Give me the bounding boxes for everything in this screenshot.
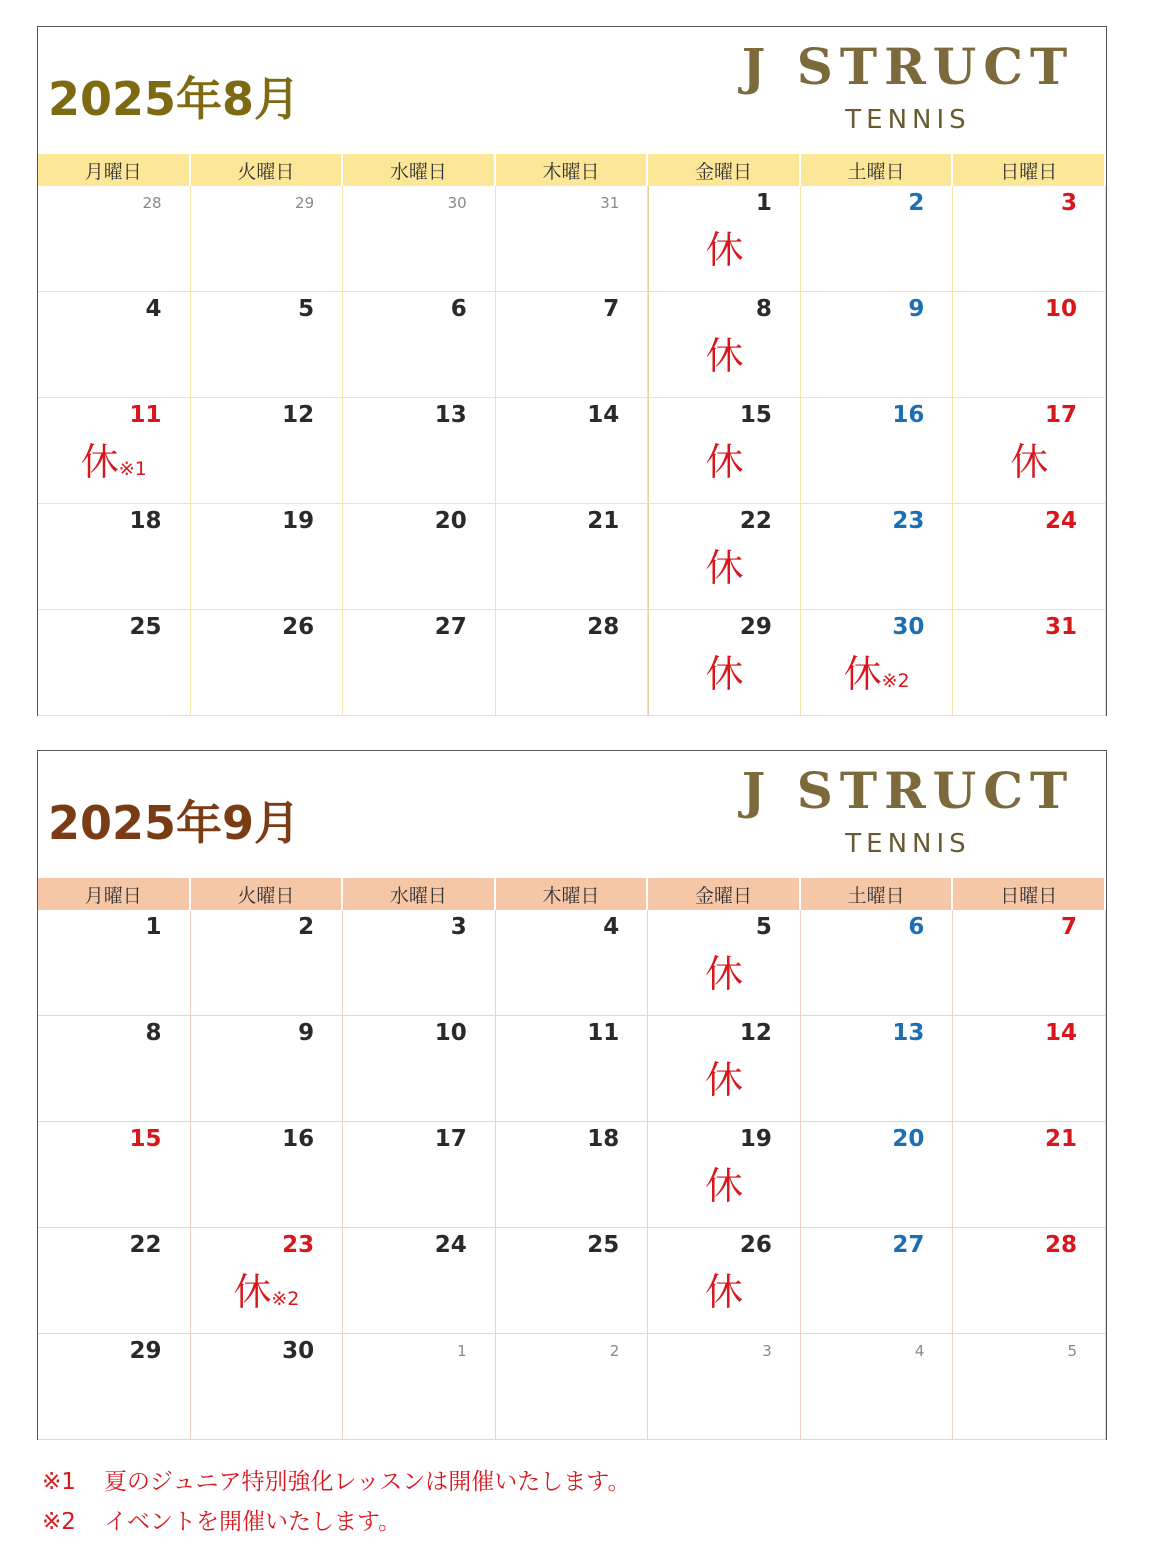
day-number: 12: [739, 1020, 772, 1046]
day-cell: [801, 504, 954, 610]
day-number: 11: [129, 402, 162, 428]
day-number: 4: [145, 296, 162, 322]
day-number: 10: [434, 1020, 467, 1046]
day-cell: [343, 504, 496, 610]
day-cell: [343, 1122, 496, 1228]
day-number: 18: [587, 1126, 620, 1152]
weekday-header: 日曜日: [953, 154, 1106, 186]
day-cell: [343, 1334, 496, 1440]
day-number: 27: [434, 614, 467, 640]
day-number: 20: [434, 508, 467, 534]
day-number: 26: [739, 1232, 772, 1258]
weekday-header: 火曜日: [191, 878, 344, 910]
day-cell: [191, 1016, 344, 1122]
day-cell: [801, 1228, 954, 1334]
day-number: 13: [434, 402, 467, 428]
day-cell: [496, 1122, 649, 1228]
day-cell: [648, 610, 801, 716]
weekday-header: 月曜日: [38, 878, 191, 910]
day-cell: [38, 1334, 191, 1440]
day-number: 14: [1044, 1020, 1077, 1046]
day-cell: [191, 1228, 344, 1334]
day-cell: [38, 1016, 191, 1122]
day-cell: [953, 1334, 1106, 1440]
day-cell: [38, 910, 191, 1016]
footnote-text: 夏のジュニア特別強化レッスンは開催いたします。: [104, 1469, 631, 1495]
day-cell: [38, 1122, 191, 1228]
day-cell: [801, 398, 954, 504]
footnote: [42, 1502, 630, 1542]
day-number: 10: [1044, 296, 1077, 322]
day-number: 29: [739, 614, 772, 640]
day-number: 27: [892, 1232, 925, 1258]
day-number: 24: [434, 1232, 467, 1258]
weekday-header: 水曜日: [343, 154, 496, 186]
day-number: 28: [587, 614, 620, 640]
day-cell: [801, 1016, 954, 1122]
day-cell: [191, 292, 344, 398]
closed-mark: [649, 652, 800, 696]
day-cell: [496, 1016, 649, 1122]
calendar-grid: [38, 878, 1106, 1440]
day-number: 5: [755, 914, 772, 940]
day-cell: [648, 504, 801, 610]
weekday-header: 月曜日: [38, 154, 191, 186]
day-cell: [38, 186, 191, 292]
day-cell: [801, 1122, 954, 1228]
closed-mark: [649, 546, 800, 590]
day-number: 3: [1060, 190, 1077, 216]
closed-mark: [648, 1270, 800, 1314]
day-cell: [191, 1122, 344, 1228]
day-number: 1: [457, 1342, 467, 1360]
closed-label: 休: [705, 652, 744, 696]
day-number: 15: [129, 1126, 162, 1152]
day-number: 2: [609, 1342, 620, 1360]
day-cell: [648, 186, 801, 292]
day-cell: [496, 186, 649, 292]
brand-name: J STRUCT: [741, 37, 1075, 96]
footnote-mark: ※1: [42, 1469, 76, 1495]
day-cell: [496, 398, 649, 504]
day-number: 19: [739, 1126, 772, 1152]
day-cell: [38, 610, 191, 716]
day-cell: [496, 1334, 649, 1440]
day-cell: [343, 292, 496, 398]
month-title: 2025年9月: [48, 796, 301, 850]
day-cell: [38, 504, 191, 610]
day-cell: [648, 292, 801, 398]
day-number: 5: [1067, 1342, 1077, 1360]
day-cell: [191, 504, 344, 610]
day-cell: [801, 910, 954, 1016]
day-number: 30: [447, 194, 467, 212]
day-number: 21: [1044, 1126, 1077, 1152]
weekday-header: 土曜日: [801, 154, 954, 186]
closed-label: 休: [705, 1058, 744, 1102]
day-cell: [191, 610, 344, 716]
weekday-header: 金曜日: [648, 878, 801, 910]
day-cell: [801, 610, 954, 716]
day-cell: [496, 1228, 649, 1334]
day-number: 1: [145, 914, 162, 940]
day-cell: [953, 186, 1106, 292]
day-cell: [648, 1016, 801, 1122]
day-number: 7: [1060, 914, 1077, 940]
day-cell: [496, 504, 649, 610]
day-cell: [953, 1016, 1106, 1122]
weekday-header: 火曜日: [191, 154, 344, 186]
day-number: 12: [282, 402, 315, 428]
day-cell: [953, 398, 1106, 504]
day-number: 15: [739, 402, 772, 428]
brand-subtitle: TENNIS: [845, 829, 971, 859]
day-number: 22: [129, 1232, 162, 1258]
closed-label: 休: [705, 1164, 744, 1208]
day-cell: [953, 910, 1106, 1016]
day-number: 5: [298, 296, 315, 322]
day-number: 30: [892, 614, 925, 640]
day-number: 7: [603, 296, 620, 322]
day-cell: [953, 504, 1106, 610]
day-number: 31: [1044, 614, 1077, 640]
day-cell: [38, 1228, 191, 1334]
closed-mark: [953, 440, 1105, 484]
day-cell: [343, 610, 496, 716]
closed-label: 休: [843, 652, 882, 696]
closed-label: 休: [80, 440, 119, 484]
closed-mark: [38, 440, 190, 491]
day-cell: [343, 186, 496, 292]
closed-label: 休: [705, 1270, 744, 1314]
day-number: 25: [129, 614, 162, 640]
day-cell: [191, 910, 344, 1016]
day-number: 18: [129, 508, 162, 534]
footnotes: [42, 1462, 630, 1542]
closed-note-mark: ※1: [118, 458, 147, 480]
day-number: 23: [892, 508, 925, 534]
day-number: 9: [298, 1020, 315, 1046]
day-number: 28: [1044, 1232, 1077, 1258]
weekday-header: 土曜日: [801, 878, 954, 910]
day-number: 30: [282, 1338, 315, 1364]
brand-name: J STRUCT: [741, 761, 1075, 820]
brand-subtitle: TENNIS: [845, 105, 971, 135]
closed-label: 休: [705, 334, 744, 378]
day-cell: [343, 910, 496, 1016]
day-number: 29: [295, 194, 315, 212]
day-cell: [648, 398, 801, 504]
day-cell: [648, 1122, 801, 1228]
day-cell: [38, 398, 191, 504]
day-number: 31: [600, 194, 620, 212]
closed-label: 休: [705, 546, 744, 590]
day-number: 26: [282, 614, 315, 640]
footnote-mark: ※2: [42, 1509, 76, 1535]
day-number: 25: [587, 1232, 620, 1258]
weekday-header: 木曜日: [496, 154, 649, 186]
calendar-september: [37, 750, 1107, 1440]
day-number: 14: [587, 402, 620, 428]
day-number: 3: [762, 1342, 772, 1360]
day-number: 3: [450, 914, 467, 940]
closed-mark: [191, 1270, 343, 1321]
closed-mark: [649, 440, 800, 484]
closed-mark: [648, 952, 800, 996]
weekday-header: 金曜日: [648, 154, 801, 186]
day-number: 16: [282, 1126, 315, 1152]
closed-label: 休: [1010, 440, 1049, 484]
day-cell: [38, 292, 191, 398]
weekday-header: 水曜日: [343, 878, 496, 910]
day-cell: [953, 1228, 1106, 1334]
day-cell: [496, 910, 649, 1016]
brand-logo: [738, 763, 1078, 859]
footnote: [42, 1462, 630, 1502]
footnote-text: イベントを開催いたします。: [104, 1509, 402, 1535]
day-number: 4: [914, 1342, 925, 1360]
weekday-header: 日曜日: [953, 878, 1106, 910]
day-number: 2: [298, 914, 315, 940]
day-number: 11: [587, 1020, 620, 1046]
month-title: 2025年8月: [48, 72, 301, 126]
closed-mark: [649, 228, 800, 272]
day-cell: [801, 1334, 954, 1440]
day-cell: [343, 398, 496, 504]
day-cell: [496, 610, 649, 716]
day-cell: [191, 186, 344, 292]
weekday-header: 木曜日: [496, 878, 649, 910]
closed-mark: [648, 1058, 800, 1102]
day-number: 2: [908, 190, 925, 216]
closed-mark: [648, 1164, 800, 1208]
day-number: 23: [282, 1232, 315, 1258]
day-number: 16: [892, 402, 925, 428]
closed-mark: [649, 334, 800, 378]
day-number: 29: [129, 1338, 162, 1364]
day-cell: [648, 1228, 801, 1334]
day-cell: [191, 1334, 344, 1440]
day-number: 13: [892, 1020, 925, 1046]
day-cell: [953, 1122, 1106, 1228]
day-number: 6: [450, 296, 467, 322]
day-cell: [801, 186, 954, 292]
day-number: 4: [603, 914, 620, 940]
day-number: 28: [142, 194, 162, 212]
closed-label: 休: [233, 1270, 272, 1314]
day-number: 8: [145, 1020, 162, 1046]
calendar-grid: [38, 154, 1106, 716]
day-number: 17: [1044, 402, 1077, 428]
day-cell: [648, 1334, 801, 1440]
day-number: 9: [908, 296, 925, 322]
day-cell: [801, 292, 954, 398]
day-cell: [343, 1016, 496, 1122]
closed-label: 休: [705, 228, 744, 272]
day-number: 19: [282, 508, 315, 534]
closed-note-mark: ※2: [271, 1288, 300, 1310]
day-cell: [648, 910, 801, 1016]
day-number: 21: [587, 508, 620, 534]
day-number: 17: [434, 1126, 467, 1152]
day-cell: [496, 292, 649, 398]
day-number: 8: [755, 296, 772, 322]
closed-label: 休: [705, 440, 744, 484]
day-cell: [343, 1228, 496, 1334]
day-cell: [953, 292, 1106, 398]
closed-label: 休: [705, 952, 744, 996]
day-number: 24: [1044, 508, 1077, 534]
closed-note-mark: ※2: [881, 670, 910, 692]
brand-logo: [738, 39, 1078, 135]
day-cell: [191, 398, 344, 504]
day-number: 1: [755, 190, 772, 216]
day-cell: [953, 610, 1106, 716]
calendar-august: [37, 26, 1107, 716]
day-number: 6: [908, 914, 925, 940]
day-number: 22: [739, 508, 772, 534]
closed-mark: [801, 652, 953, 703]
day-number: 20: [892, 1126, 925, 1152]
